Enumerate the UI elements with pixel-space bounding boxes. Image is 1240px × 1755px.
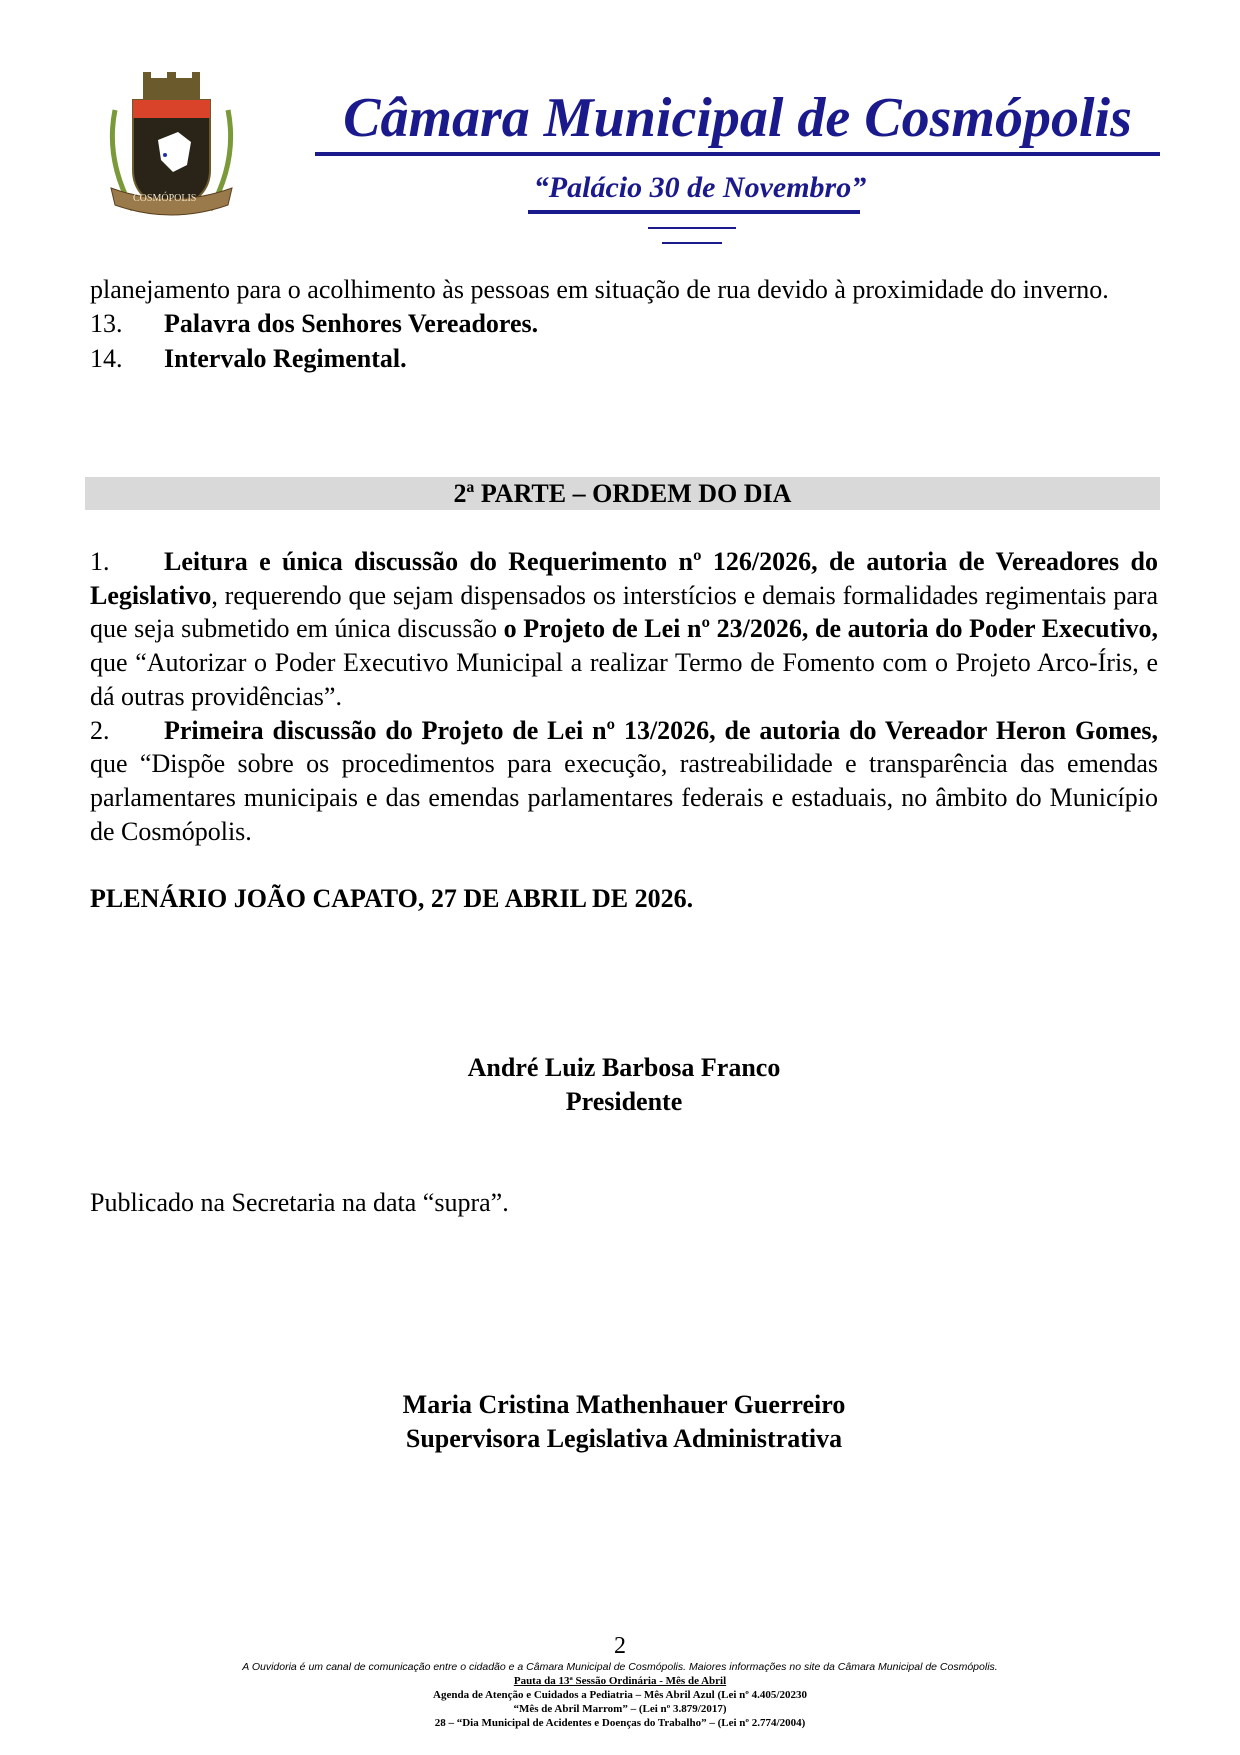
page-number: 2	[614, 1633, 626, 1659]
item-number: 14.	[90, 344, 123, 374]
order-item-2	[90, 714, 1158, 849]
item-bold: o Projeto de Lei nº 23/2026, de autoria do Poder Executivo,	[503, 614, 1158, 644]
footer-line: Pauta da 13ª Sessão Ordinária - Mês de Abril	[513, 1675, 727, 1687]
signatory-name: Maria Cristina Mathenhauer Guerreiro	[402, 1390, 846, 1419]
signatory-role: Supervisora Legislativa Administrativa	[405, 1423, 843, 1453]
logo-text: COSMÓPOLIS	[133, 193, 197, 204]
page-footer	[60, 1632, 1180, 1730]
subtitle-rule	[648, 227, 736, 229]
signature-president	[90, 1051, 1158, 1118]
item-text: , requerendo que sejam dispensados os interstícios e demais formalidades regimentais para que seja submetido em única discussão	[90, 580, 1158, 644]
coat-of-arms-logo	[103, 70, 240, 230]
item-number: 13.	[90, 308, 123, 338]
item-number: 2.	[90, 715, 110, 745]
closing-line: PLENÁRIO JOÃO CAPATO, 27 DE ABRIL DE 2026.	[90, 884, 694, 913]
footer-line: “Mês de Abril Marrom” – (Lei nº 3.879/2017)	[513, 1703, 727, 1715]
signatory-role: Presidente	[565, 1086, 683, 1116]
item-bold: Leitura e única discussão do Requerimento nº 126/2026, de autoria de Vereadores do Legislativo	[90, 547, 1158, 610]
institution-title: Câmara Municipal de Cosmópolis	[343, 87, 1132, 149]
footer-line: Agenda de Atenção e Cuidados a Pediatria – Mês Abril Azul (Lei nº 4.405/20230	[433, 1689, 807, 1701]
item-text: que “Dispõe sobre os procedimentos para execução, rastreabilidade e transparência das emendas parlamentares municipais e das emendas parlamentares federais e estaduais, no âmbito do Município de Cosmópolis.	[90, 749, 1158, 846]
title-rule	[315, 152, 1160, 156]
item-text: Intervalo Regimental.	[164, 344, 407, 374]
item-number: 1.	[90, 547, 110, 576]
institution-subtitle: “Palácio 30 de Novembro”	[533, 171, 867, 204]
published-note: Publicado na Secretaria na data “supra”.	[90, 1188, 509, 1217]
order-of-day	[90, 545, 1158, 848]
agenda-item-13	[90, 307, 1158, 341]
signatory-name: André Luiz Barbosa Franco	[467, 1053, 781, 1082]
intro-block	[90, 273, 1158, 376]
agenda-item-14	[90, 342, 1158, 376]
item-text: que “Autorizar o Poder Executivo Municipal a realizar Termo de Fomento com o Projeto Arco-Íris, e dá outras providências”.	[90, 648, 1158, 711]
item-bold: Primeira discussão do Projeto de Lei nº 13/2026, de autoria do Vereador Heron Gomes,	[164, 715, 1158, 745]
ouvidoria-note: A Ouvidoria é um canal de comunicação entre o cidadão e a Câmara Municipal de Cosmópolis. Maiores informações no site da Câmara Municipal de Cosmópolis.	[242, 1661, 998, 1673]
footer-lines	[60, 1674, 1180, 1730]
order-item-1	[90, 545, 1158, 714]
signature-supervisor	[90, 1388, 1158, 1455]
section-heading: 2ª PARTE – ORDEM DO DIA	[85, 477, 1160, 510]
continuation-paragraph: planejamento para o acolhimento às pessoas em situação de rua devido à proximidade do inverno.	[90, 275, 1109, 304]
subtitle-rule	[528, 210, 860, 214]
footer-line: 28 – “Dia Municipal de Acidentes e Doenças do Trabalho” – (Lei nº 2.774/2004)	[434, 1717, 806, 1729]
subtitle-rule	[662, 242, 722, 244]
item-text: Palavra dos Senhores Vereadores.	[164, 308, 539, 338]
